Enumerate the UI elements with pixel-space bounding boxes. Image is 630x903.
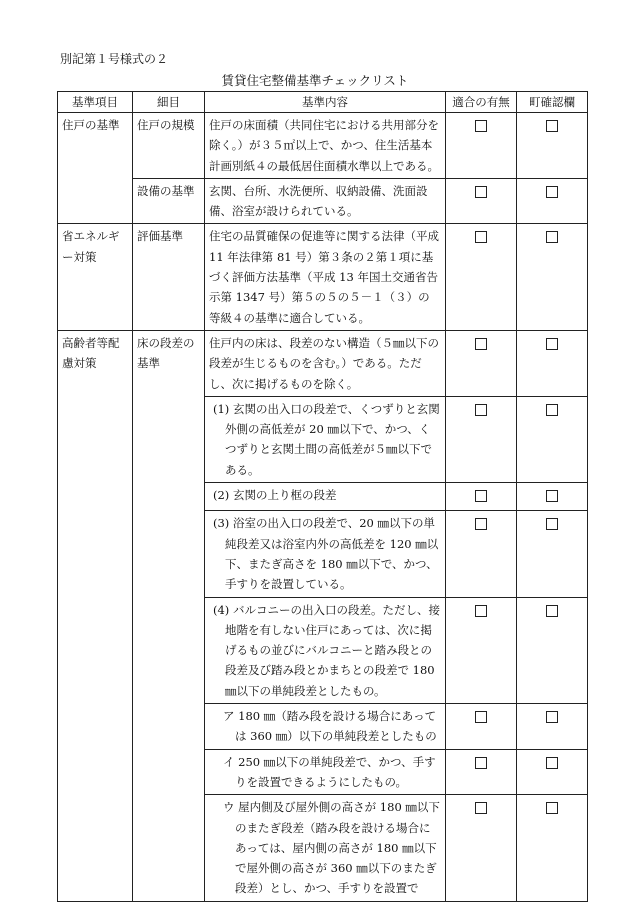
category-cell: 高齢者等配慮対策 xyxy=(58,330,133,901)
conformity-checkbox[interactable] xyxy=(475,186,487,198)
content-cell: 住戸の床面積（共同住宅における共用部分を除く。）が３５㎡以上で、かつ、住生活基本計画別紙４の最低居住面積水準以上である。 xyxy=(205,113,446,179)
content-cell: 住宅の品質確保の促進等に関する法律（平成 11 年法律第 81 号）第３条の２第１項に基づく評価方法基準（平成 13 年国土交通省告示第 1347 号）第５の５の５－１（３）の等級４の基準に適合している。 xyxy=(205,224,446,330)
conformity-checkbox[interactable] xyxy=(475,231,487,243)
conformity-checkbox[interactable] xyxy=(475,711,487,723)
content-cell: (2) 玄関の上り框の段差 xyxy=(205,483,446,511)
header-category: 基準項目 xyxy=(58,92,133,113)
content-cell: (4) バルコニーの出入口の段差。ただし、接地階を有しない住戸にあっては、次に掲げるもの並びにバルコニーと踏み段との段差及び踏み段とかまちとの段差で 180 ㎜以下の単純段差としたもの。 xyxy=(205,597,446,703)
detail-cell: 評価基準 xyxy=(133,224,205,330)
conformity-checkbox[interactable] xyxy=(475,518,487,530)
content-cell: 住戸内の床は、段差のない構造（５㎜以下の段差が生じるものを含む。）である。ただし、次に掲げるものを除く。 xyxy=(205,330,446,396)
content-cell: ア 180 ㎜（踏み段を設ける場合にあっては 360 ㎜）以下の単純段差としたもの xyxy=(205,704,446,750)
category-cell: 住戸の基準 xyxy=(58,113,133,224)
town-check-checkbox[interactable] xyxy=(546,490,558,502)
category-cell: 省エネルギー対策 xyxy=(58,224,133,330)
content-cell: (1) 玄関の出入口の段差で、くつずりと玄関外側の高低差が 20 ㎜以下で、かつ、くつずりと玄関土間の高低差が５㎜以下である。 xyxy=(205,396,446,482)
town-check-checkbox[interactable] xyxy=(546,605,558,617)
document-title: 賃貸住宅整備基準チェックリスト xyxy=(221,73,409,88)
conformity-checkbox[interactable] xyxy=(475,490,487,502)
town-check-checkbox[interactable] xyxy=(546,518,558,530)
conformity-checkbox[interactable] xyxy=(475,120,487,132)
detail-cell: 設備の基準 xyxy=(133,178,205,224)
detail-cell: 住戸の規模 xyxy=(133,113,205,179)
table-header-row xyxy=(58,92,588,113)
town-check-checkbox[interactable] xyxy=(546,757,558,769)
conformity-checkbox[interactable] xyxy=(475,605,487,617)
table-row xyxy=(58,113,588,179)
header-detail: 細目 xyxy=(133,92,205,113)
town-check-checkbox[interactable] xyxy=(546,404,558,416)
town-check-checkbox[interactable] xyxy=(546,120,558,132)
content-cell: イ 250 ㎜以下の単純段差で、かつ、手すりを設置できるようにしたもの。 xyxy=(205,749,446,795)
content-cell: (3) 浴室の出入口の段差で、20 ㎜以下の単純段差又は浴室内外の高低差を 120 ㎜以下、またぎ高さを 180 ㎜以下で、かつ、手すりを設置している。 xyxy=(205,511,446,597)
town-check-checkbox[interactable] xyxy=(546,186,558,198)
conformity-checkbox[interactable] xyxy=(475,802,487,814)
content-cell: 玄関、台所、水洗便所、収納設備、洗面設備、浴室が設けられている。 xyxy=(205,178,446,224)
town-check-checkbox[interactable] xyxy=(546,711,558,723)
town-check-checkbox[interactable] xyxy=(546,802,558,814)
town-check-checkbox[interactable] xyxy=(546,338,558,350)
header-town-check: 町確認欄 xyxy=(517,92,588,113)
table-row xyxy=(58,224,588,330)
checklist-table xyxy=(57,91,588,902)
header-content: 基準内容 xyxy=(205,92,446,113)
content-cell: ウ 屋内側及び屋外側の高さが 180 ㎜以下のまたぎ段差（踏み段を設ける場合にあっては、屋内側の高さが 180 ㎜以下で屋外側の高さが 360 ㎜以下のまたぎ段差）とし、かつ、手すりを設置で xyxy=(205,795,446,901)
conformity-checkbox[interactable] xyxy=(475,338,487,350)
table-row xyxy=(58,330,588,396)
header-conformity: 適合の有無 xyxy=(446,92,517,113)
detail-cell: 床の段差の基準 xyxy=(133,330,205,901)
conformity-checkbox[interactable] xyxy=(475,404,487,416)
table-row xyxy=(58,178,588,224)
form-number-label: 別記第１号様式の２ xyxy=(60,52,169,66)
conformity-checkbox[interactable] xyxy=(475,757,487,769)
town-check-checkbox[interactable] xyxy=(546,231,558,243)
